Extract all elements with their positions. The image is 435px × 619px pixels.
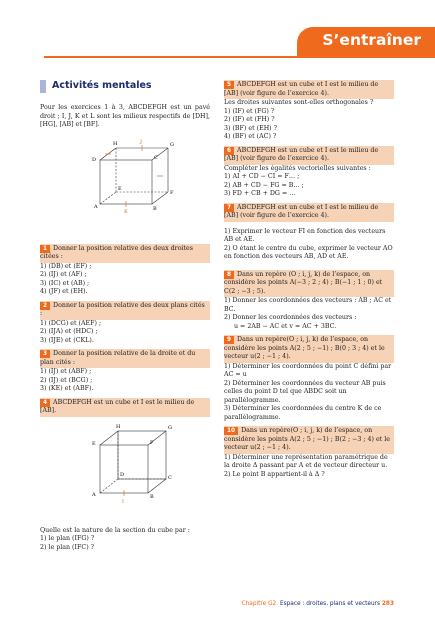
cuboid-diagram xyxy=(40,134,210,234)
list-item: 4) (BF) et (AC) ? xyxy=(224,133,277,140)
right-column xyxy=(224,80,394,483)
left-column xyxy=(40,80,210,556)
exercise-number: 2 xyxy=(40,302,50,310)
section-title-bar xyxy=(40,80,46,93)
list-item: u = 2AB − AC et v = AC + 3BC. xyxy=(234,322,337,330)
list-item: 2) Donner les coordonnées des vecteurs : xyxy=(224,314,357,321)
label-J: J xyxy=(140,138,143,145)
exercise-1 xyxy=(40,244,210,297)
exercise-title: Donner la position relative des deux plans cités : xyxy=(40,301,205,317)
list-item: 2) (IJA) et (HDC) ; xyxy=(40,328,98,335)
list-item: 3) Déterminer les coordonnées du centre K de ce parallélogramme. xyxy=(224,405,382,421)
list-item: 3) (IJE) et (CKL). xyxy=(40,336,94,344)
list-item: 2) Déterminer les coordonnées du vecteur AB puis celles du point D tel que ABDC soit un parallélogramme. xyxy=(224,379,386,404)
label-D: D xyxy=(120,471,125,478)
exercise-6 xyxy=(224,146,394,199)
list-item: 2) O étant le centre du cube, exprimer le vecteur AO en fonction des vecteurs AB, AD et AE. xyxy=(224,244,393,260)
exercise-3 xyxy=(40,349,210,394)
label-B: B xyxy=(153,205,157,212)
page-title: S’entraîner xyxy=(322,31,421,49)
cube-diagram xyxy=(40,419,210,519)
exercise-number: 1 xyxy=(40,245,50,253)
exercise-7 xyxy=(224,203,394,262)
list-item: 1) le plan (IFG) ? xyxy=(40,535,95,542)
label-B: B xyxy=(150,493,154,500)
header-band xyxy=(0,0,435,64)
list-item: 1) Exprimer le vecteur FI en fonction des vecteurs AB et AE. xyxy=(224,227,386,243)
exercise-number: 7 xyxy=(224,204,234,212)
list-item: 2) le plan (IFC) ? xyxy=(40,543,95,551)
exercise-2 xyxy=(40,301,210,346)
exercise-number: 4 xyxy=(40,399,50,407)
intro-text: Pour les exercices 1 à 3, ABCDEFGH est un pavé droit ; I, J, K et L sont les milieux respectifs de [DH], [HG], [AB] et [BF]. xyxy=(40,104,210,128)
exercise-title: ABCDEFGH est un cube et I est le milieu de [AB] (voir figure de l’exercice 4). xyxy=(224,203,379,219)
list-item: 2) (IJ) et (BCG) ; xyxy=(40,376,93,384)
list-item: 2) (IF) et (FH) ? xyxy=(224,116,275,123)
exercise-8 xyxy=(224,270,394,332)
label-C: C xyxy=(168,474,172,481)
list-item: 2) Le point B appartient-il à Δ ? xyxy=(224,470,325,478)
label-F: F xyxy=(170,189,174,196)
exercise-number: 6 xyxy=(224,147,234,155)
exercise-title: Dans un repère (O ; i, j, k) de l’espace, on considère les points A(−3 ; 2 ; 4) ; B(−1 ; 1 ; 0) et C(2 ; −3 ; 5). xyxy=(224,270,383,295)
exercise-title: ABCDEFGH est un cube et I est le milieu de [AB] (voir figure de l’exercice 4). xyxy=(224,146,379,162)
list-item: 3) (BF) et (EH) ? xyxy=(224,124,278,132)
list-item: 1) (DCG) et (AEF) ; xyxy=(40,319,102,327)
label-E: E xyxy=(92,440,96,447)
label-G: G xyxy=(168,424,172,431)
exercise-title: Dans un repère(O ; i, j, k) de l’espace, on considère les points A(2 ; 5 ; −1) ; B(2 ; −3 ; 4) et le vecteur u(2 ; −1 ; 4). xyxy=(224,427,390,451)
exercise-title: ABCDEFGH est un cube et I est le milieu de [AB]. xyxy=(40,398,195,414)
label-C: C xyxy=(154,154,158,161)
list-item: 1) Donner les coordonnées des vecteurs : AB ; AC et BC. xyxy=(224,297,392,313)
list-item: 2) AB + CD − FG = B… ; xyxy=(224,181,304,189)
label-A: A xyxy=(92,491,96,498)
list-item: 4) (JF) et (EH). xyxy=(40,288,88,295)
label-F: F xyxy=(150,439,154,446)
exercise-question: Compléter les égalités vectorielles suivantes : xyxy=(224,164,371,172)
list-item: 1) (DB) et (EF) ; xyxy=(40,262,92,270)
exercise-title: Donner la position relative de la droite et du plan cités : xyxy=(40,350,196,366)
page-footer xyxy=(224,601,394,609)
list-item: 1) AI + CD − CI = F… ; xyxy=(224,173,300,180)
section-title xyxy=(40,80,210,93)
label-G: G xyxy=(170,141,174,148)
exercise-4 xyxy=(40,398,210,553)
exercise-10 xyxy=(224,426,394,479)
label-H: H xyxy=(113,140,118,147)
label-I: I xyxy=(122,498,124,505)
section-title-text: Activités mentales xyxy=(52,80,152,92)
footer-subtitle: Espace : droites, plans et vecteurs xyxy=(279,601,381,607)
list-item: 3) (IC) et (AB) ; xyxy=(40,279,90,287)
label-A: A xyxy=(94,203,98,210)
list-item: 3) FD + CB + DG = … xyxy=(224,190,296,197)
footer-chapter: Chapitre G2. xyxy=(241,601,279,607)
figure-cuboid xyxy=(40,134,210,234)
exercise-number: 10 xyxy=(224,427,238,435)
figure-cube xyxy=(40,419,210,519)
list-item: 1) Déterminer les coordonnées du point C défini par AC = u xyxy=(224,362,392,378)
list-item: 1) (IJ) et (ABF) ; xyxy=(40,368,92,375)
exercise-number: 9 xyxy=(224,336,234,344)
header-rule xyxy=(44,56,435,58)
exercise-title: Dans un repère(O ; i, j, k) de l’espace, on considère les points A(2 ; 5 ; −1) ; B(0 ; 3 ; 4) et le vecteur u(2 ; −1 ; 4). xyxy=(224,336,385,360)
exercise-question: Quelle est la nature de la section du cube par : xyxy=(40,526,190,534)
exercise-number: 5 xyxy=(224,81,234,89)
exercise-5 xyxy=(224,80,394,142)
exercise-title: Donner la position relative des deux droites citées : xyxy=(40,244,193,260)
exercise-number: 3 xyxy=(40,350,50,358)
label-K: K xyxy=(124,208,128,215)
list-item: 1) (IF) et (FG) ? xyxy=(224,107,275,115)
label-E: E xyxy=(118,185,122,192)
exercise-question: Les droites suivantes sont-elles orthogonales ? xyxy=(224,99,374,106)
exercise-number: 8 xyxy=(224,271,234,279)
page-number: 283 xyxy=(381,601,394,607)
label-D: D xyxy=(92,156,97,163)
label-H: H xyxy=(116,423,121,430)
exercise-title: ABCDEFGH est un cube et I est le milieu de [AB] (voir figure de l’exercice 4). xyxy=(224,81,379,97)
list-item: 3) (KE) et (ABF). xyxy=(40,385,94,392)
exercise-9 xyxy=(224,335,394,422)
list-item: 1) Déterminer une représentation paramétrique de la droite Δ passant par A et de vecteur directeur u. xyxy=(224,453,388,469)
list-item: 2) (IJ) et (AF) ; xyxy=(40,271,87,278)
